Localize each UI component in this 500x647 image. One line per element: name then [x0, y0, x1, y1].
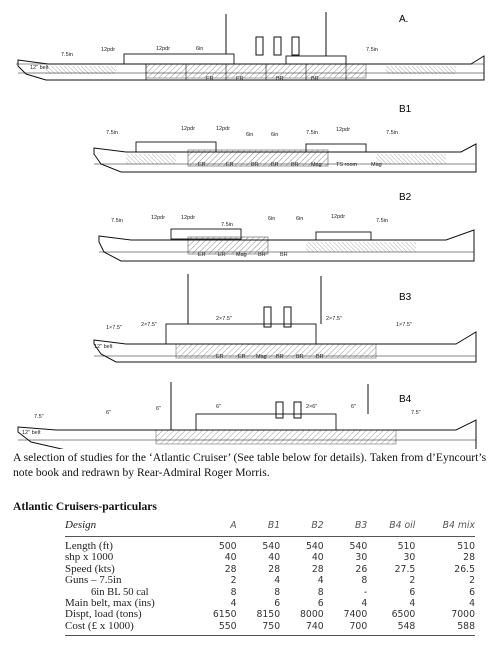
table-cell: 6	[274, 598, 281, 610]
table-cell: 26	[355, 563, 368, 575]
table-cell: 28	[268, 563, 281, 575]
svg-text:6in: 6in	[271, 132, 279, 138]
svg-text:7.5": 7.5"	[34, 414, 44, 420]
svg-text:12pdr: 12pdr	[331, 214, 346, 220]
table-cell: 30	[355, 552, 368, 564]
svg-text:12pdr: 12pdr	[156, 46, 171, 52]
row-label: 6in BL 50 cal	[91, 586, 149, 598]
svg-text:7.5in: 7.5in	[306, 130, 318, 136]
table-cell: 27.5	[394, 563, 416, 575]
table-cell: 510	[415, 537, 475, 553]
svg-text:ER: ER	[216, 354, 224, 360]
table-cell: 6	[317, 598, 324, 610]
table-cell: 2	[469, 575, 475, 587]
table-body	[65, 537, 475, 636]
table-cell: 4	[317, 575, 324, 587]
svg-text:6": 6"	[106, 410, 112, 416]
svg-text:12pdr: 12pdr	[216, 126, 231, 132]
table-cell: 6	[469, 586, 475, 598]
svg-text:1×7.5": 1×7.5"	[106, 325, 122, 331]
table-header-row	[65, 514, 475, 537]
svg-text:6": 6"	[351, 404, 357, 410]
row-label: Cost (£ x 1000)	[65, 621, 193, 636]
row-label: Main belt, max (ins)	[65, 597, 155, 610]
table-cell: 500	[193, 537, 237, 553]
table-cell: 26.5	[454, 563, 475, 575]
drawing-b4	[18, 382, 476, 449]
table-cell: 510	[367, 537, 415, 553]
table-cell: 6	[409, 586, 416, 598]
table-row	[65, 575, 475, 586]
svg-text:2×7.5": 2×7.5"	[141, 322, 157, 328]
svg-text:12" belt: 12" belt	[22, 430, 41, 436]
svg-text:Mag: Mag	[236, 252, 247, 258]
table-cell: 8	[317, 586, 324, 598]
table-cell: 30	[403, 552, 416, 564]
svg-text:ER: ER	[236, 76, 244, 82]
svg-text:7.5in: 7.5in	[61, 52, 73, 58]
table-cell: 4	[230, 598, 237, 610]
svg-text:6": 6"	[156, 406, 162, 412]
column-header: B3	[324, 514, 368, 537]
table-cell: 40	[268, 552, 281, 564]
svg-text:2×6": 2×6"	[306, 404, 318, 410]
particulars-table	[65, 514, 475, 636]
table-cell: 8	[274, 586, 281, 598]
table-row	[65, 564, 475, 575]
svg-text:12pdr: 12pdr	[181, 215, 196, 221]
svg-text:BR: BR	[251, 162, 259, 168]
svg-text:BR: BR	[296, 354, 304, 360]
table-cell: 8000	[300, 609, 324, 621]
svg-text:Mag: Mag	[371, 162, 382, 168]
drawing-b2	[99, 192, 474, 261]
drawing-b3	[94, 274, 476, 362]
svg-text:BR: BR	[276, 354, 284, 360]
table-row	[65, 552, 475, 563]
svg-text:ER: ER	[226, 162, 234, 168]
svg-text:12pdr: 12pdr	[336, 127, 351, 133]
table-cell: 28	[224, 563, 237, 575]
drawing-a-label: A.	[399, 14, 409, 25]
svg-text:12" belt: 12" belt	[30, 65, 49, 71]
svg-text:ER: ER	[238, 354, 246, 360]
svg-text:BR: BR	[258, 252, 266, 258]
column-header: B4 oil	[367, 514, 415, 537]
table-cell: 4	[274, 575, 281, 587]
svg-text:6in: 6in	[196, 46, 204, 52]
svg-text:7.5in: 7.5in	[376, 218, 388, 224]
svg-text:7.5in: 7.5in	[221, 222, 233, 228]
svg-text:2×7.5": 2×7.5"	[326, 316, 342, 322]
column-header: B4 mix	[415, 514, 475, 537]
column-header: Design	[65, 514, 193, 537]
drawing-b4-label: B4	[399, 394, 412, 405]
svg-text:12pdr: 12pdr	[151, 215, 166, 221]
row-label: Speed (kts)	[65, 562, 115, 575]
table-cell: 8	[230, 586, 237, 598]
svg-text:ER: ER	[206, 76, 214, 82]
svg-text:7.5in: 7.5in	[106, 130, 118, 136]
svg-text:ER: ER	[198, 162, 206, 168]
svg-text:12pdr: 12pdr	[181, 126, 196, 132]
drawing-b2-label: B2	[399, 192, 412, 203]
table-cell: 28	[463, 552, 475, 564]
table-cell: 548	[367, 621, 415, 636]
table-cell: 8	[361, 575, 368, 587]
svg-text:2×7.5": 2×7.5"	[216, 316, 232, 322]
table-cell: 2	[230, 575, 237, 587]
svg-text:6in: 6in	[246, 132, 254, 138]
svg-text:7.5": 7.5"	[411, 410, 421, 416]
svg-text:6in: 6in	[296, 216, 304, 222]
table-cell: 588	[415, 621, 475, 636]
table-cell: 4	[361, 598, 368, 610]
svg-text:7.5in: 7.5in	[111, 218, 123, 224]
drawing-b1	[94, 104, 476, 172]
svg-text:6in: 6in	[268, 216, 276, 222]
svg-text:BR: BR	[291, 162, 299, 168]
row-label: Length (ft)	[65, 537, 193, 553]
column-header: B2	[280, 514, 324, 537]
table-row	[65, 621, 475, 636]
table-cell: 4	[469, 598, 475, 610]
figure-caption: A selection of studies for the ‘Atlantic Cruiser’ (See table below for details). Taken from d’Eyncourt’s note book and redrawn by Rear-Admiral Roger Morris.	[13, 451, 487, 479]
svg-text:BR: BR	[311, 76, 319, 82]
table-cell: 740	[280, 621, 324, 636]
table-cell: 4	[409, 598, 416, 610]
svg-text:1×7.5": 1×7.5"	[396, 322, 412, 328]
row-label: Dispt, load (tons)	[65, 608, 142, 621]
table-cell: 8150	[256, 609, 281, 621]
svg-text:7.5in: 7.5in	[366, 47, 378, 53]
svg-text:BR: BR	[280, 252, 288, 258]
svg-text:Mag: Mag	[256, 354, 267, 360]
column-header: A	[193, 514, 237, 537]
drawing-b3-label: B3	[399, 292, 412, 303]
table-cell: -	[363, 586, 368, 598]
svg-text:6": 6"	[216, 404, 222, 410]
table-cell: 6150	[212, 609, 237, 621]
row-label: shp x 1000	[65, 551, 114, 564]
table-cell: 6500	[391, 609, 416, 621]
table-cell: 540	[324, 537, 368, 553]
table-cell: 7000	[451, 609, 475, 621]
svg-text:Mag: Mag	[311, 162, 322, 168]
svg-text:ER: ER	[198, 252, 206, 258]
svg-text:7.5in: 7.5in	[386, 130, 398, 136]
drawing-b1-label: B1	[399, 104, 412, 115]
table-cell: 700	[324, 621, 368, 636]
table-cell: 7400	[343, 609, 368, 621]
table-cell: 28	[311, 563, 324, 575]
table-cell: 2	[409, 575, 416, 587]
table-cell: 540	[280, 537, 324, 553]
table-cell: 750	[237, 621, 281, 636]
svg-text:BR: BR	[316, 354, 324, 360]
table-title: Atlantic Cruisers-particulars	[13, 500, 157, 513]
table-row	[65, 537, 475, 553]
table-cell: 40	[311, 552, 324, 564]
svg-text:BR: BR	[271, 162, 279, 168]
svg-text:TS room: TS room	[336, 162, 358, 168]
table-cell: 550	[193, 621, 237, 636]
ship-drawings-figure	[6, 4, 494, 449]
svg-text:12" belt: 12" belt	[94, 344, 113, 350]
svg-text:12pdr: 12pdr	[101, 47, 116, 53]
row-label: Guns – 7.5in	[65, 574, 122, 587]
svg-text:ER: ER	[218, 252, 226, 258]
table-cell: 540	[237, 537, 281, 553]
drawing-a	[16, 12, 484, 82]
table-cell: 40	[224, 552, 237, 564]
svg-text:BR: BR	[276, 76, 284, 82]
column-header: B1	[237, 514, 281, 537]
